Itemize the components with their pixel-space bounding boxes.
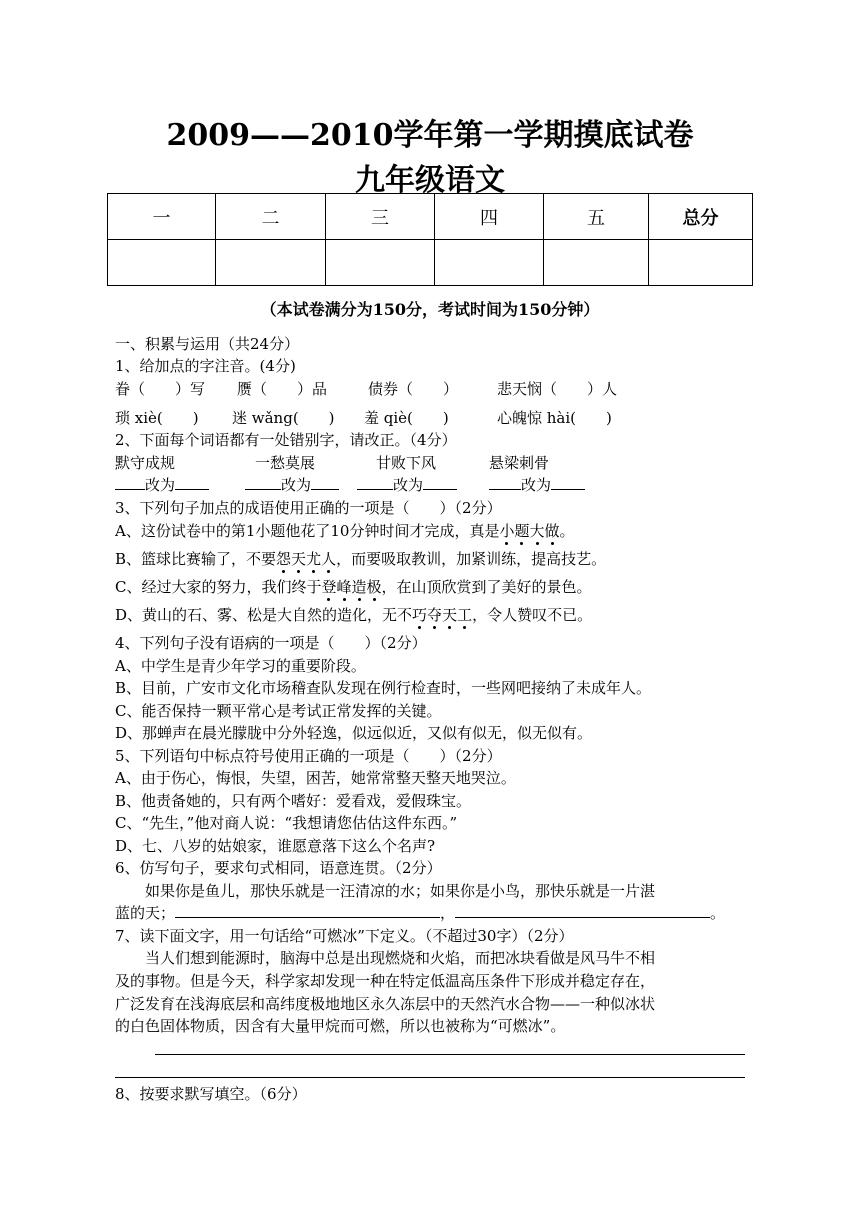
- score-header-1: 一: [108, 194, 216, 240]
- q4-stem: 4、下列句子没有语病的一项是（ ）（2分）: [115, 634, 427, 652]
- q1-item-8: 心魄惊 hài( ): [497, 409, 612, 427]
- q2-stem: 2、下面每个词语都有一处错别字，请改正。（4分）: [115, 431, 457, 449]
- q7-passage-line3: 广泛发育在浅海底层和高纬度极地地区永久冻层中的天然汽水合物——一种似冰状: [115, 995, 656, 1013]
- score-cell-1[interactable]: [108, 240, 216, 286]
- exam-title: 2009——2010学年第一学期摸底试卷: [166, 118, 694, 153]
- q3-option-d: D、黄山的石、雾、松是大自然的造化，无不巧夺天工，令人赞叹不已。: [115, 606, 593, 624]
- q5-option-d: D、七、八岁的姑娘家，谁愿意落下这么个名声?: [115, 837, 436, 855]
- q2-fix-3: 改为: [357, 474, 457, 495]
- q2-word-2: 一愁莫展: [255, 454, 316, 472]
- q3-option-b: B、篮球比赛输了，不要怨天尤人，而要吸取教训，加紧训练，提高技艺。: [115, 550, 607, 568]
- exam-note: （本试卷满分为150分，考试时间为150分钟）: [260, 300, 600, 319]
- score-cell-total[interactable]: [649, 240, 753, 286]
- q1-item-4: 悲天悯（ ）人: [497, 380, 618, 398]
- q3-option-a: A、这份试卷中的第1小题他花了10分钟时间才完成，真是小题大做。: [115, 522, 575, 540]
- q5-option-c: C、“先生，”他对商人说：“我想请您估估这件东西。”: [115, 814, 458, 832]
- q1-stem: 1、给加点的字注音。(4分): [115, 357, 296, 375]
- section-1-heading: 一、积累与运用（共24分）: [115, 335, 300, 353]
- exam-subtitle: 九年级语文: [355, 163, 505, 198]
- score-header-row: [108, 194, 753, 240]
- score-header-2: 二: [216, 194, 326, 240]
- score-header-4: 四: [435, 194, 544, 240]
- q3-option-c: C、经过大家的努力，我们终于登峰造极，在山顶欣赏到了美好的景色。: [115, 578, 592, 596]
- q7-answer-line-2[interactable]: [115, 1077, 745, 1078]
- q2-fix-4: 改为: [489, 474, 585, 495]
- q1-item-6: 迷 wǎng( ): [232, 409, 335, 427]
- q2-word-3: 甘败下风: [376, 454, 437, 472]
- q6-prompt-line2: 蓝的天； ， 。: [115, 904, 726, 922]
- q6-blank-1[interactable]: [175, 916, 440, 918]
- score-cell-2[interactable]: [216, 240, 326, 286]
- q7-passage-line1: 当人们想到能源时，脑海中总是出现燃烧和火焰，而把冰块看做是风马牛不相: [145, 949, 656, 967]
- q4-option-d: D、那蝉声在晨光朦胧中分外轻逸，似远似近，又似有似无，似无似有。: [115, 724, 593, 742]
- q2-fix-2: 改为: [245, 474, 339, 495]
- q7-passage-line2: 及的事物。但是今天，科学家却发现一种在特定低温高压条件下形成并稳定存在，: [115, 972, 656, 990]
- score-cell-4[interactable]: [435, 240, 544, 286]
- q6-prompt-line1: 如果你是鱼儿，那快乐就是一汪清凉的水；如果你是小鸟，那快乐就是一片湛: [145, 882, 656, 900]
- q4-option-b: B、目前，广安市文化市场稽查队发现在例行检查时，一些网吧接纳了未成年人。: [115, 679, 652, 697]
- q7-passage-line4: 的白色固体物质，因含有大量甲烷而可燃，所以也被称为“可燃冰”。: [115, 1017, 566, 1035]
- score-value-row: [108, 240, 753, 286]
- q2-word-4: 悬梁刺骨: [489, 454, 550, 472]
- q4-option-a: A、中学生是青少年学习的重要阶段。: [115, 657, 366, 675]
- q1-item-1: 眷（ ）写: [115, 380, 206, 398]
- q5-stem: 5、下列语句中标点符号使用正确的一项是（ ）（2分）: [115, 747, 502, 765]
- q6-stem: 6、仿写句子，要求句式相同，语意连贯。（2分）: [115, 859, 442, 877]
- q8-stem: 8、按要求默写填空。（6分）: [115, 1085, 307, 1103]
- score-cell-3[interactable]: [326, 240, 435, 286]
- q6-blank-2[interactable]: [455, 916, 710, 918]
- q5-option-b: B、他责备她的，只有两个嗜好：爱看戏，爱假珠宝。: [115, 792, 472, 810]
- score-header-total: 总分: [649, 194, 753, 240]
- score-header-5: 五: [544, 194, 649, 240]
- q1-item-3: 债券（ ）: [368, 380, 459, 398]
- score-table: [107, 193, 753, 286]
- q2-fix-1: 改为: [115, 474, 209, 495]
- q4-option-c: C、能否保持一颗平常心是考试正常发挥的关键。: [115, 702, 442, 720]
- q5-option-a: A、由于伤心，悔恨，失望，困苦，她常常整天整天地哭泣。: [115, 769, 516, 787]
- score-header-3: 三: [326, 194, 435, 240]
- q7-stem: 7、读下面文字，用一句话给“可燃冰”下定义。（不超过30字）（2分）: [115, 927, 574, 945]
- q1-item-2: 赝（ ）品: [237, 380, 328, 398]
- q1-item-7: 羞 qiè( ): [364, 409, 449, 427]
- q2-word-1: 默守成规: [115, 454, 176, 472]
- q7-answer-line-1[interactable]: [155, 1054, 745, 1055]
- q1-item-5: 琐 xiè( ): [115, 409, 199, 427]
- score-cell-5[interactable]: [544, 240, 649, 286]
- q3-stem: 3、下列句子加点的成语使用正确的一项是（ ）（2分）: [115, 499, 502, 517]
